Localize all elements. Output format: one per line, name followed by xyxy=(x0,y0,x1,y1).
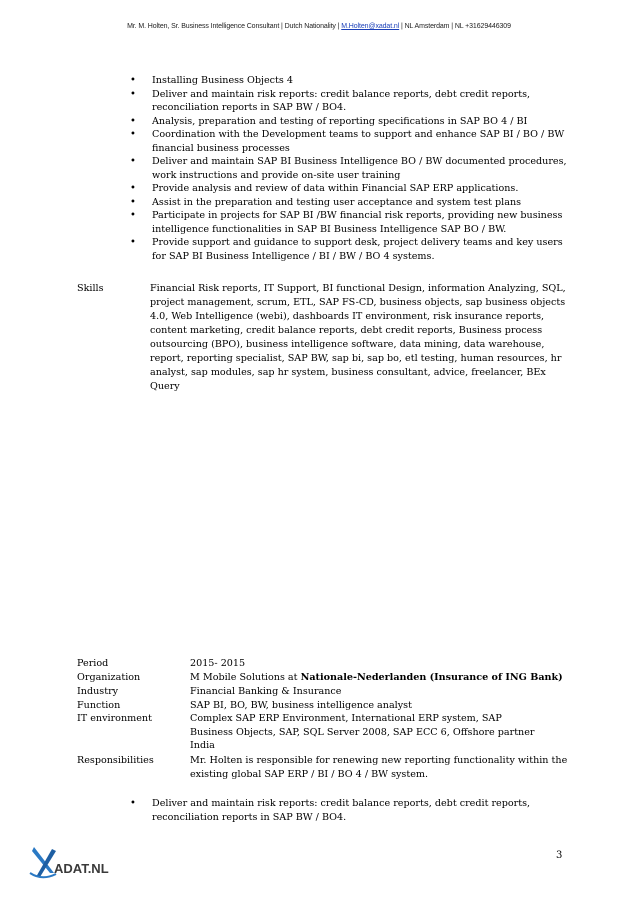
period-label: Period xyxy=(77,658,109,669)
skills-label: Skills xyxy=(77,283,104,294)
bottom-list xyxy=(130,797,570,824)
industry-label: Industry xyxy=(77,686,119,697)
skills-text: Financial Risk reports, IT Support, BI functional Design, information Analyzing, SQL, project management, scrum, ETL, SAP FS-CD, business objects, sap business objects 4.0, Web Intelligence (webi), dashboards IT environment, risk insurance reports, content marketing, credit balance reports, debt credit reports, Business process outsourcing (BPO), business intelligence software, data mining, data warehouse, report, reporting specialist, SAP BW, sap bi, sap bo, etl testing, human resources, hr analyst, sap modules, sap hr system, business consultant, advice, freelancer, BEx Query xyxy=(150,283,566,392)
list-item: • Deliver and maintain risk reports: credit balance reports, debt credit reports, reconciliation reports in SAP BW / BO4. xyxy=(130,88,570,115)
header-email-link[interactable]: M.Holten@xadat.nl xyxy=(341,23,400,30)
period-value: 2015- 2015 xyxy=(190,658,246,669)
list-item: • Installing Business Objects 4 xyxy=(130,74,570,88)
list-item: • Assist in the preparation and testing user acceptance and system test plans xyxy=(130,196,570,210)
list-item: • Analysis, preparation and testing of reporting specifications in SAP BO 4 / BI xyxy=(130,115,570,129)
function-value: SAP BI, BO, BW, business intelligence analyst xyxy=(190,700,412,711)
list-item: • Deliver and maintain SAP BI Business Intelligence BO / BW documented procedures, work instructions and provide on-site user training xyxy=(130,155,570,182)
list-item: • Coordination with the Development teams to support and enhance SAP BI / BO / BW financial business processes xyxy=(130,128,570,155)
organization-name: Nationale-Nederlanden (Insurance of ING Bank) xyxy=(300,672,563,683)
organization-value xyxy=(190,671,570,685)
page-number: 3 xyxy=(556,850,563,861)
function-label: Function xyxy=(77,700,121,711)
it-environment-value: Complex SAP ERP Environment, International ERP system, SAP Business Objects, SAP, SQL Server 2008, SAP ECC 6, Offshore partner India xyxy=(190,713,535,751)
responsibility-list xyxy=(130,74,570,263)
header-suffix: | NL Amsterdam | NL +31629446309 xyxy=(399,23,511,30)
xadat-logo xyxy=(28,843,128,883)
list-item: • Deliver and maintain risk reports: credit balance reports, debt credit reports, reconciliation reports in SAP BW / BO4. xyxy=(130,797,570,824)
list-item: • Participate in projects for SAP BI /BW financial risk reports, providing new business intelligence functionalities in SAP BI Business Intelligence SAP BO / BW. xyxy=(130,209,570,236)
industry-value: Financial Banking & Insurance xyxy=(190,686,342,697)
page-header xyxy=(0,23,638,30)
responsibilities-value: Mr. Holten is responsible for renewing new reporting functionality within the existing global SAP ERP / BI / BO 4 / BW system. xyxy=(190,755,568,780)
logo-text: ADAT.NL xyxy=(54,861,109,876)
responsibilities-label: Responsibilities xyxy=(77,755,154,766)
organization-label: Organization xyxy=(77,672,141,683)
list-item: • Provide analysis and review of data within Financial SAP ERP applications. xyxy=(130,182,570,196)
organization-prefix: M Mobile Solutions at xyxy=(190,672,301,683)
header-prefix: Mr. M. Holten, Sr. Business Intelligence Consultant | Dutch Nationality | xyxy=(127,23,342,30)
it-environment-label: IT environment xyxy=(77,713,152,724)
list-item: • Provide support and guidance to support desk, project delivery teams and key users for SAP BI Business Intelligence / BI / BW / BO 4 systems. xyxy=(130,236,570,263)
